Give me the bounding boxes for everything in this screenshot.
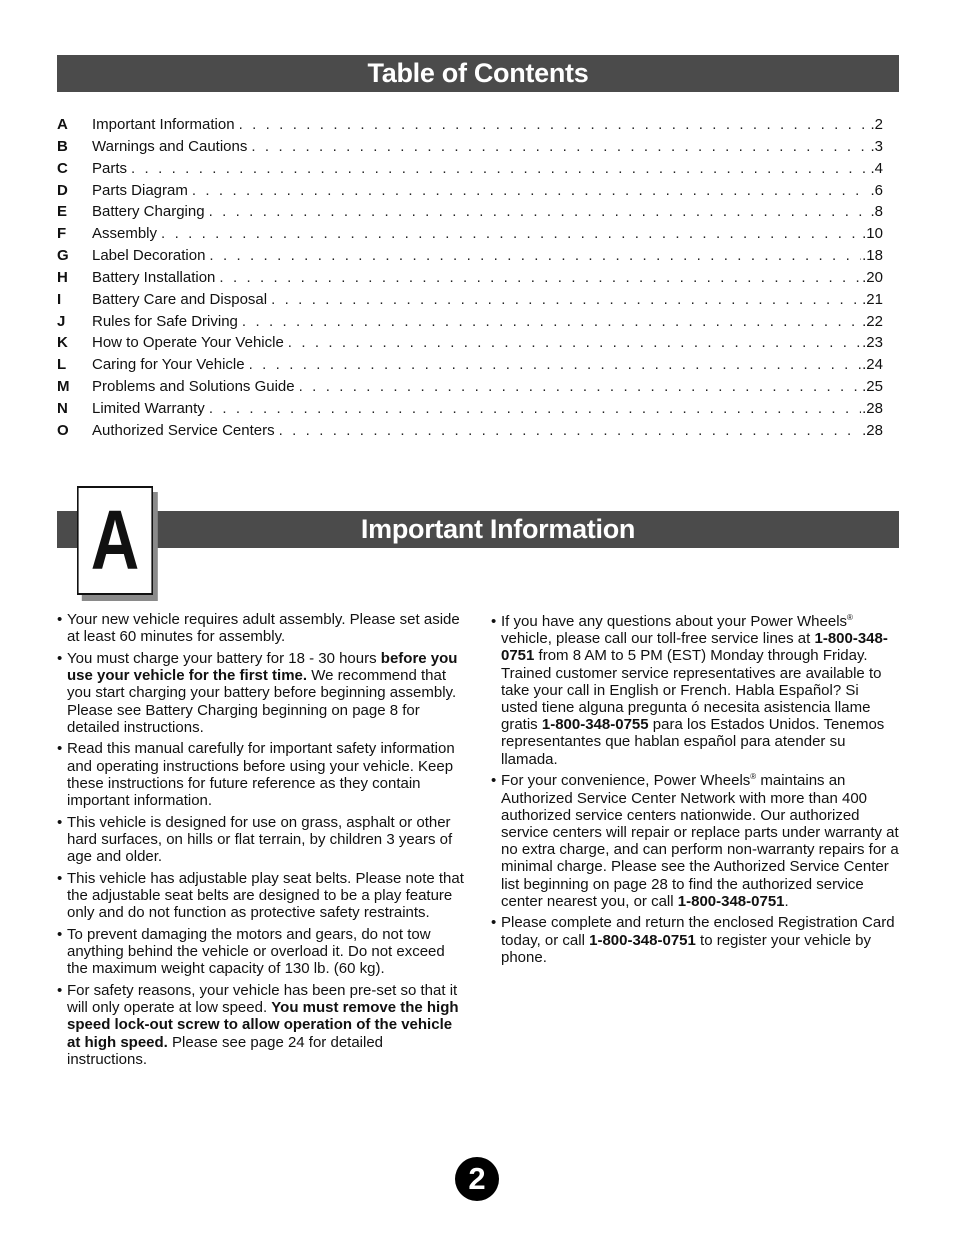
page-number-badge (455, 1157, 499, 1201)
toc-leader-dots (288, 334, 861, 351)
toc-entry-title: Battery Care and Disposal (92, 290, 268, 308)
info-bullet (57, 611, 467, 645)
toc-entry-title: Authorized Service Centers (92, 421, 275, 439)
toc-entry-letter: L (57, 356, 67, 374)
toc-entry (57, 160, 883, 182)
info-bullet (491, 613, 899, 768)
bullet-text: from 8 AM to 5 PM (EST) Monday through Friday. Trained customer service representatives are available to take your call in English or French. Habla Español? Si usted tiene alguna pregunta ó necesita asistencia llame gratis (501, 647, 882, 734)
toc-entry-title: Rules for Safe Driving (92, 312, 238, 330)
bullet-text-bold: before you use your vehicle for the first time. (67, 649, 458, 685)
toc-leader-dots (299, 378, 862, 395)
toc-entry-page: .21 (862, 290, 883, 308)
info-bullet (57, 814, 467, 866)
toc-leader-dots (209, 203, 870, 220)
bullet-text-bold: 1-800-348-0751 (677, 892, 785, 910)
info-bullet (57, 926, 467, 978)
toc-entry (57, 334, 883, 356)
toc-entry-title: Important Information (92, 116, 235, 133)
bullet-text: maintains an Authorized Service Center Network with more than 400 authorized service centers nationwide. Our authorized service centers will repair or replace parts under warranty at no extra charge, and can perform non-warranty repairs for a minimal charge. Please see the Authorized Service Center list beginning on page 28 to find the authorized service center nearest you, or call (501, 772, 899, 910)
toc-entry-letter: C (57, 159, 68, 177)
toc-entry-page: .24 (862, 356, 883, 374)
toc-entry (57, 400, 883, 422)
toc-entry-page: .6 (870, 181, 883, 199)
toc-entry-title: Parts (92, 159, 128, 177)
toc-entry-title: Label Decoration (92, 247, 206, 265)
bullet-text: para los Estados Unidos. Tenemos representantes que hablan español para atender su llamada. (501, 716, 885, 768)
toc-entry (57, 225, 883, 247)
toc-entry-letter: M (57, 378, 70, 396)
toc-leader-dots (131, 160, 869, 177)
toc-leader-dots (239, 116, 870, 133)
bullet-text-bold: 1-800-348-0751 (501, 630, 888, 665)
info-bullet (491, 772, 899, 910)
toc-entry-page: .25 (862, 378, 883, 396)
toc-entry (57, 116, 883, 138)
toc-leader-dots (249, 356, 862, 373)
toc-entry-title: Battery Charging (92, 203, 205, 221)
toc-entry-title: How to Operate Your Vehicle (92, 334, 284, 352)
toc-heading: Table of Contents (367, 58, 589, 88)
bullet-text-bold: You must remove the high speed lock-out screw to allow operation of the vehicle at high speed. (67, 999, 459, 1051)
registered-mark: ® (847, 613, 853, 622)
info-bullet (491, 914, 899, 966)
toc-entry (57, 378, 883, 400)
bullet-text: Your new vehicle requires adult assembly. Please set aside at least 60 minutes for assembly. (67, 611, 460, 646)
bullet-text: Please see page 24 for detailed instructions. (67, 1033, 384, 1068)
toc-entry-page: .23 (862, 334, 883, 352)
toc-entry-page: .4 (870, 159, 883, 177)
bullet-text-bold: 1-800-348-0755 (541, 716, 649, 734)
toc-entry-page: .18 (862, 247, 883, 265)
toc-entry-letter: B (57, 137, 68, 155)
toc-entry-letter: G (57, 247, 69, 265)
toc-entry-letter: K (57, 334, 68, 352)
info-bullet (57, 870, 467, 922)
toc-entry-letter: D (57, 181, 68, 199)
toc-entry (57, 313, 883, 335)
bullet-text: For safety reasons, your vehicle has been pre-set so that it will only operate at low speed. (67, 982, 458, 1017)
bullet-text: We recommend that you start charging your battery before beginning assembly. Please see Battery Charging beginning on page 8 for detailed instructions. (67, 667, 457, 736)
toc-entry-page: .10 (862, 225, 883, 243)
info-bullet (57, 740, 467, 809)
bullet-text: Please complete and return the enclosed Registration Card today, or call (501, 914, 895, 949)
toc-entry-letter: I (57, 290, 62, 308)
section-letter: A (90, 493, 140, 587)
toc-entry (57, 291, 883, 313)
toc-leader-dots (242, 313, 861, 330)
toc-entry-page: .3 (870, 137, 883, 155)
toc-entry-letter: A (57, 116, 68, 133)
toc-entry-title: Limited Warranty (92, 399, 205, 417)
toc-entry-letter: H (57, 268, 68, 286)
toc-leader-dots (271, 291, 861, 308)
toc-entry-page: .20 (862, 268, 883, 286)
toc-entry (57, 422, 883, 444)
right-bullet-column (491, 613, 899, 971)
toc-entry (57, 203, 883, 225)
bullet-text-bold: 1-800-348-0751 (589, 931, 696, 949)
toc-entry (57, 138, 883, 160)
toc-leader-dots (219, 269, 861, 286)
toc-entry-title: Caring for Your Vehicle (92, 356, 245, 374)
bullet-text: You must charge your battery for 18 - 30 hours (67, 649, 381, 667)
info-bullet (57, 650, 467, 736)
bullet-text: . (784, 892, 789, 910)
toc-leader-dots (209, 247, 861, 264)
bullet-text: vehicle, please call our toll-free service lines at (501, 630, 815, 648)
bullet-text: For your convenience, Power Wheels (501, 772, 751, 790)
toc-leader-dots (209, 400, 861, 417)
toc-leader-dots (192, 182, 870, 199)
toc-entry-letter: J (57, 312, 66, 330)
toc-entry-letter: N (57, 399, 68, 417)
toc-entry-page: .28 (862, 399, 883, 417)
toc-leader-dots (251, 138, 869, 155)
toc-entry-title: Parts Diagram (92, 181, 188, 199)
toc-entry-page: .2 (870, 116, 883, 133)
bullet-text: This vehicle is designed for use on grass, asphalt or other hard surfaces, on hills or flat terrain, by children 3 years of age and older. (67, 813, 453, 866)
left-bullet-column (57, 611, 467, 1073)
toc-entry-letter: E (57, 203, 68, 221)
toc-entry (57, 356, 883, 378)
section-heading-bar (57, 511, 899, 548)
page-number: 2 (468, 1161, 486, 1196)
registered-mark: ® (750, 772, 757, 782)
toc-leader-dots (279, 422, 862, 439)
bullet-text: This vehicle has adjustable play seat belts. Please note that the adjustable seat belts are designed to be a play feature only and do not function as protective safety restraints. (67, 869, 464, 922)
toc-list (57, 116, 883, 444)
toc-entry (57, 247, 883, 269)
toc-entry-letter: F (57, 225, 67, 243)
toc-entry-title: Battery Installation (92, 268, 216, 286)
toc-entry-page: .28 (862, 421, 883, 439)
toc-entry-page: .22 (862, 312, 883, 330)
info-bullet (57, 982, 467, 1068)
section-heading: Important Information (360, 514, 636, 544)
toc-entry-title: Assembly (92, 225, 158, 243)
toc-entry (57, 182, 883, 204)
toc-entry (57, 269, 883, 291)
toc-entry-title: Problems and Solutions Guide (92, 378, 295, 396)
toc-entry-title: Warnings and Cautions (92, 137, 248, 155)
section-letter-box (77, 486, 153, 595)
bullet-text: Read this manual carefully for important safety information and operating instructions before using your vehicle. Keep these instructions for future reference as they contain important information. (67, 740, 455, 810)
bullet-text: If you have any questions about your Power Wheels (501, 613, 848, 630)
bullet-text: To prevent damaging the motors and gears, do not tow anything behind the vehicle or overload it. Do not exceed the maximum weight capacity of 130 lb. (60 kg). (67, 925, 445, 978)
toc-heading-bar (57, 55, 899, 92)
bullet-text: to register your vehicle by phone. (501, 931, 871, 966)
toc-entry-page: .8 (870, 203, 883, 221)
toc-entry-letter: O (57, 421, 69, 439)
toc-leader-dots (161, 225, 861, 242)
